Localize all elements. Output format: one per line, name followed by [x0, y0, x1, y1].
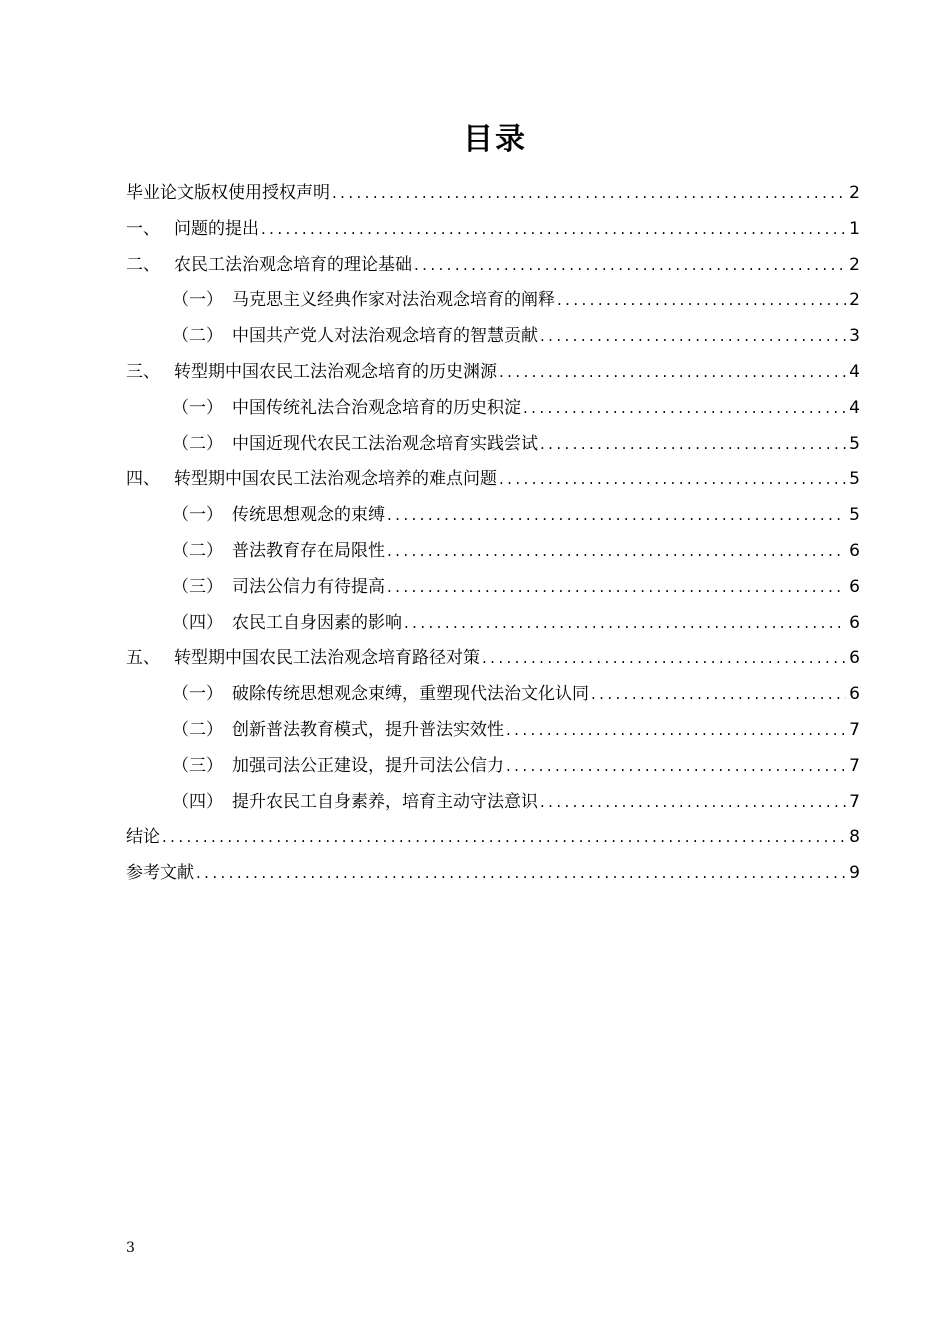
toc-entry-number: （一） — [172, 290, 223, 311]
toc-entry[interactable] — [126, 214, 860, 250]
toc-entry[interactable] — [126, 679, 860, 715]
toc-entry-number: （二） — [172, 540, 223, 561]
toc-leader-dots — [387, 536, 846, 566]
toc-entry-page: 6 — [849, 684, 860, 705]
toc-entry-number: （三） — [172, 755, 223, 776]
toc-entry[interactable] — [126, 178, 860, 214]
toc-entry-number: 三、 — [126, 361, 160, 382]
toc-entry-text: 转型期中国农民工法治观念培育路径对策 — [174, 648, 480, 669]
page-number: 3 — [126, 1240, 135, 1256]
toc-leader-dots — [261, 214, 846, 244]
toc-entry-text: 毕业论文版权使用授权声明 — [126, 183, 330, 203]
toc-entry-text: 传统思想观念的束缚 — [232, 505, 385, 526]
toc-entry-text: 结论 — [126, 827, 160, 848]
toc-entry-text: 中国传统礼法合治观念培育的历史积淀 — [232, 397, 521, 418]
toc-entry-number: 五、 — [126, 648, 160, 669]
toc-entry-text: 转型期中国农民工法治观念培养的难点问题 — [174, 469, 497, 490]
toc-entry-page: 4 — [849, 361, 860, 382]
toc-entry-text: 提升农民工自身素养，培育主动守法意识 — [232, 791, 538, 812]
toc-leader-dots — [499, 464, 846, 494]
toc-entry-page: 7 — [849, 719, 860, 740]
toc-entry[interactable] — [126, 464, 860, 500]
toc-entry-page: 2 — [849, 290, 860, 311]
toc-entry-text: 加强司法公正建设，提升司法公信力 — [232, 755, 504, 776]
toc-leader-dots — [162, 822, 846, 852]
toc-entry-text: 创新普法教育模式，提升普法实效性 — [232, 719, 504, 740]
toc-leader-dots — [414, 250, 846, 280]
toc-entry-number: （一） — [172, 684, 223, 705]
toc-entry-page: 2 — [849, 254, 860, 275]
toc-entry-number: （二） — [172, 433, 223, 454]
toc-entry-number: （四） — [172, 612, 223, 633]
toc-entry-text: 破除传统思想观念束缚，重塑现代法治文化认同 — [232, 684, 589, 705]
toc-leader-dots — [506, 715, 846, 745]
toc-leader-dots — [387, 572, 846, 602]
toc-entry[interactable] — [126, 715, 860, 751]
toc-list — [126, 178, 860, 894]
toc-entry[interactable] — [126, 608, 860, 644]
toc-entry-number: （二） — [172, 719, 223, 740]
toc-leader-dots — [540, 321, 846, 351]
toc-entry[interactable] — [126, 285, 860, 321]
toc-leader-dots — [387, 500, 846, 530]
toc-entry-page: 1 — [849, 218, 860, 239]
toc-entry-text: 中国共产党人对法治观念培育的智慧贡献 — [232, 326, 538, 347]
toc-entry-page: 2 — [849, 183, 860, 203]
toc-entry-text: 转型期中国农民工法治观念培育的历史渊源 — [174, 361, 497, 382]
toc-entry[interactable] — [126, 643, 860, 679]
toc-entry-page: 4 — [849, 397, 860, 418]
toc-entry-number: （一） — [172, 505, 223, 526]
toc-entry-page: 9 — [849, 863, 860, 884]
toc-leader-dots — [196, 858, 846, 888]
toc-entry[interactable] — [126, 250, 860, 286]
toc-entry[interactable] — [126, 357, 860, 393]
toc-entry-text: 农民工法治观念培育的理论基础 — [174, 254, 412, 275]
toc-entry[interactable] — [126, 858, 860, 894]
toc-leader-dots — [482, 643, 846, 673]
toc-entry-page: 5 — [849, 433, 860, 454]
toc-leader-dots — [540, 429, 846, 459]
toc-entry-number: （一） — [172, 397, 223, 418]
toc-entry-page: 6 — [849, 612, 860, 633]
toc-entry-number: 一、 — [126, 218, 160, 239]
toc-entry-page: 7 — [849, 791, 860, 812]
toc-entry[interactable] — [126, 572, 860, 608]
toc-entry-text: 普法教育存在局限性 — [232, 540, 385, 561]
toc-entry-page: 3 — [849, 326, 860, 347]
toc-entry-number: （二） — [172, 326, 223, 347]
toc-entry[interactable] — [126, 751, 860, 787]
toc-entry-number: 二、 — [126, 254, 160, 275]
toc-entry[interactable] — [126, 393, 860, 429]
toc-leader-dots — [557, 285, 846, 315]
toc-leader-dots — [540, 787, 846, 817]
toc-entry-page: 8 — [849, 827, 860, 848]
toc-leader-dots — [523, 393, 846, 423]
toc-entry-text: 参考文献 — [126, 863, 194, 884]
toc-entry-text: 农民工自身因素的影响 — [232, 612, 402, 633]
toc-leader-dots — [499, 357, 846, 387]
toc-leader-dots — [404, 608, 846, 638]
toc-entry[interactable] — [126, 500, 860, 536]
toc-entry-text: 中国近现代农民工法治观念培育实践尝试 — [232, 433, 538, 454]
toc-entry-page: 6 — [849, 540, 860, 561]
toc-entry-text: 马克思主义经典作家对法治观念培育的阐释 — [232, 290, 555, 311]
toc-entry-number: 四、 — [126, 469, 160, 490]
toc-entry-text: 问题的提出 — [174, 218, 259, 239]
toc-leader-dots — [332, 178, 846, 208]
toc-entry[interactable] — [126, 429, 860, 465]
toc-entry-number: （四） — [172, 791, 223, 812]
toc-entry[interactable] — [126, 536, 860, 572]
toc-leader-dots — [506, 751, 846, 781]
toc-entry-page: 6 — [849, 648, 860, 669]
toc-title: 目录 — [463, 122, 527, 157]
toc-entry-page: 5 — [849, 469, 860, 490]
toc-leader-dots — [591, 679, 846, 709]
toc-entry-page: 5 — [849, 505, 860, 526]
toc-entry-number: （三） — [172, 576, 223, 597]
toc-entry[interactable] — [126, 321, 860, 357]
toc-entry[interactable] — [126, 787, 860, 823]
toc-entry-page: 6 — [849, 576, 860, 597]
toc-entry[interactable] — [126, 822, 860, 858]
toc-entry-page: 7 — [849, 755, 860, 776]
toc-entry-text: 司法公信力有待提高 — [232, 576, 385, 597]
